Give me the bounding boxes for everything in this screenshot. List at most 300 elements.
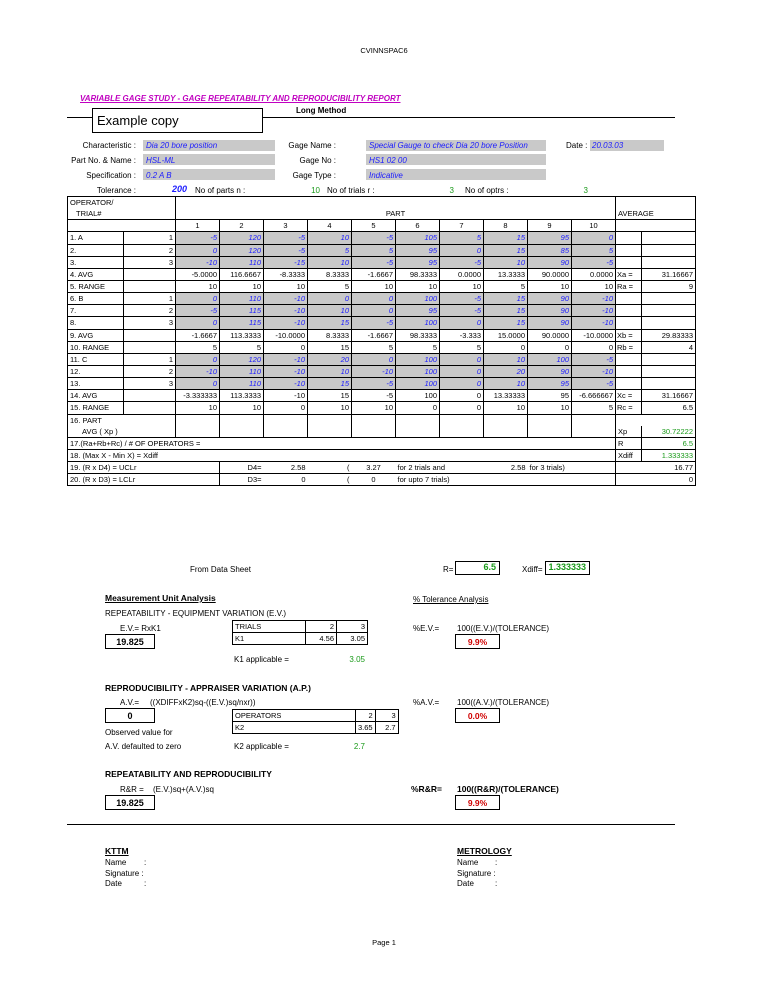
row-value: -10 xyxy=(264,353,308,365)
row-label: 4. AVG xyxy=(68,268,124,280)
row-value: 5 xyxy=(572,244,616,256)
table-row xyxy=(68,317,696,329)
row-value: 5 xyxy=(308,280,352,292)
summary-row xyxy=(68,462,696,474)
row-value: -1.6667 xyxy=(352,329,396,341)
row-avg-label xyxy=(616,232,642,244)
sign-right-date: Date xyxy=(457,879,474,888)
row-value: 0 xyxy=(396,402,440,414)
part-col-4: 4 xyxy=(308,220,352,232)
row-label: 8. xyxy=(68,317,124,329)
row-value: -10 xyxy=(264,378,308,390)
nparts-value: 10 xyxy=(311,186,320,195)
table-row xyxy=(68,329,696,341)
xp-label: Xp xyxy=(616,426,642,438)
av-value: 0 xyxy=(105,708,155,723)
row-value: 100 xyxy=(396,378,440,390)
row-value: -10 xyxy=(572,365,616,377)
r-label: R xyxy=(616,437,642,449)
row-value: 120 xyxy=(220,232,264,244)
row-value: 5 xyxy=(440,341,484,353)
grid-header-row xyxy=(68,208,696,220)
trial-label: TRIAL# xyxy=(68,208,176,220)
sign-left-date: Date xyxy=(105,879,122,888)
part-avg-cell xyxy=(440,426,484,438)
part-avg-row xyxy=(68,426,696,438)
spec-value: 0.2 A B xyxy=(146,171,172,180)
row-value: 15 xyxy=(308,317,352,329)
table-row xyxy=(68,390,696,402)
row-value: 95 xyxy=(528,232,572,244)
row-value: 10 xyxy=(308,402,352,414)
row-value: -5 xyxy=(352,232,396,244)
row-value: 110 xyxy=(220,378,264,390)
row-value: 110 xyxy=(220,365,264,377)
row-value: -10.0000 xyxy=(572,329,616,341)
row-trial xyxy=(124,390,176,402)
part-avg-cell xyxy=(176,426,220,438)
row-value: 0 xyxy=(484,341,528,353)
row-avg-label: Ra = xyxy=(616,280,642,292)
row-value: 10 xyxy=(176,402,220,414)
part-avg-cell xyxy=(176,414,220,426)
part-avg-cell xyxy=(572,426,616,438)
k2-2: 3.65 xyxy=(356,722,376,734)
row-value: -5 xyxy=(440,293,484,305)
row-value: -10 xyxy=(572,317,616,329)
row-value: 100 xyxy=(396,365,440,377)
row-avg-value: 31.16667 xyxy=(642,268,696,280)
row-value: 90 xyxy=(528,256,572,268)
row-value: 105 xyxy=(396,232,440,244)
row-avg-label xyxy=(616,317,642,329)
d3-paren: ( xyxy=(308,474,352,486)
report-title: VARIABLE GAGE STUDY - GAGE REPEATABILITY AND REPRODUCIBILITY REPORT xyxy=(80,94,401,103)
summary-row xyxy=(68,437,696,449)
summary-row xyxy=(68,449,696,461)
row-label: 7. xyxy=(68,305,124,317)
row-value: 15 xyxy=(484,232,528,244)
row-value: 5 xyxy=(484,280,528,292)
trials-3: 3 xyxy=(337,621,368,633)
example-copy-box: Example copy xyxy=(92,108,263,133)
row-value: 10 xyxy=(528,280,572,292)
prr-formula: 100((R&R)/(TOLERANCE) xyxy=(457,784,559,794)
row-avg-label xyxy=(616,244,642,256)
row-value: 15 xyxy=(484,293,528,305)
sign-left-name: Name xyxy=(105,858,127,867)
row-value: 10 xyxy=(220,402,264,414)
row-value: 0 xyxy=(176,317,220,329)
grid-colnum-row xyxy=(68,220,696,232)
average-label: AVERAGE xyxy=(616,208,696,220)
table-row xyxy=(68,365,696,377)
row-value: -5 xyxy=(572,353,616,365)
operators-label: OPERATORS xyxy=(233,710,356,722)
sign-left-name-colon: : xyxy=(144,858,147,867)
row-value: 15 xyxy=(484,244,528,256)
table-row xyxy=(68,244,696,256)
row-value: 90.0000 xyxy=(528,268,572,280)
k1-app-value: 3.05 xyxy=(349,655,365,664)
colnum-blank xyxy=(68,220,176,232)
row-value: -5.0000 xyxy=(176,268,220,280)
row-value: 100 xyxy=(528,353,572,365)
part-col-9: 9 xyxy=(528,220,572,232)
row-label: 12. xyxy=(68,365,124,377)
row-value: 120 xyxy=(220,244,264,256)
characteristic-value: Dia 20 bore position xyxy=(146,141,218,150)
characteristic-label: Characteristic : xyxy=(82,141,136,150)
uclr-value: 16.77 xyxy=(616,462,696,474)
rr-label: R&R = xyxy=(120,785,144,794)
k2-app-value: 2.7 xyxy=(353,742,365,751)
row-value: -5 xyxy=(440,305,484,317)
row-avg-value xyxy=(642,317,696,329)
row-label: 1. A xyxy=(68,232,124,244)
part-avg-label: 16. PART xyxy=(68,414,176,426)
row-value: 10 xyxy=(308,305,352,317)
row-value: -10 xyxy=(572,305,616,317)
row-value: 0 xyxy=(352,305,396,317)
gagename-value: Special Gauge to check Dia 20 bore Position xyxy=(369,141,528,150)
row-avg-value xyxy=(642,293,696,305)
row-value: 0 xyxy=(176,378,220,390)
pav-formula: 100((A.V.)/(TOLERANCE) xyxy=(457,698,550,707)
repro-title: REPRODUCIBILITY - APPRAISER VARIATION (A.P.) xyxy=(105,683,311,693)
row-label: 5. RANGE xyxy=(68,280,124,292)
row-value: 8.3333 xyxy=(308,268,352,280)
row-value: 0 xyxy=(572,232,616,244)
row-value: 0 xyxy=(440,378,484,390)
row-value: 100 xyxy=(396,353,440,365)
row-value: 0 xyxy=(264,402,308,414)
part-col-5: 5 xyxy=(352,220,396,232)
row-value: 95 xyxy=(396,256,440,268)
table-row xyxy=(68,341,696,353)
tolerance-value: 200 xyxy=(172,184,188,194)
row-value: 120 xyxy=(220,353,264,365)
spec-label: Specification : xyxy=(86,171,136,180)
row-value: 10 xyxy=(176,280,220,292)
gageno-value: HS1 02 00 xyxy=(369,156,407,165)
row-value: -3.333 xyxy=(440,329,484,341)
d4-2: 3.27 xyxy=(352,462,396,474)
prr-label: %R&R= xyxy=(411,784,442,794)
row-value: -10 xyxy=(264,305,308,317)
row-label: 15. RANGE xyxy=(68,402,124,414)
row-avg-label xyxy=(616,256,642,268)
rep-ev-title: REPEATABILITY - EQUIPMENT VARIATION (E.V.) xyxy=(105,609,287,618)
gagetype-value: Indicative xyxy=(369,171,403,180)
row-trial: 2 xyxy=(124,244,176,256)
row-trial xyxy=(124,402,176,414)
pav-value: 0.0% xyxy=(455,708,500,723)
operators-3: 3 xyxy=(375,710,398,722)
row-value: -5 xyxy=(572,256,616,268)
row-value: 98.3333 xyxy=(396,329,440,341)
rr-title: REPEATABILITY AND REPRODUCIBILITY xyxy=(105,769,272,779)
part-avg-cell xyxy=(572,414,616,426)
row-avg-value xyxy=(642,244,696,256)
sum-xdiff-label: Xdiff= xyxy=(522,565,543,574)
row-value: 100 xyxy=(396,317,440,329)
d4-3: 2.58 xyxy=(484,462,528,474)
row-value: 10 xyxy=(572,280,616,292)
row-trial: 3 xyxy=(124,378,176,390)
part-col-10: 10 xyxy=(572,220,616,232)
row-value: 113.3333 xyxy=(220,329,264,341)
row-value: -10 xyxy=(264,365,308,377)
ntrials-label: No of trials r : xyxy=(327,186,375,195)
k1-2: 4.56 xyxy=(306,633,337,645)
r-value: 6.5 xyxy=(642,437,696,449)
row-value: 10 xyxy=(308,365,352,377)
row-value: 0.0000 xyxy=(572,268,616,280)
part-avg-cell xyxy=(308,414,352,426)
row-value: -10 xyxy=(264,390,308,402)
row-avg-value: 6.5 xyxy=(642,402,696,414)
row-value: 90.0000 xyxy=(528,329,572,341)
defaulted-label: A.V. defaulted to zero xyxy=(105,742,182,751)
pev-value: 9.9% xyxy=(455,634,500,649)
row-label: 9. AVG xyxy=(68,329,124,341)
mua-title: Measurement Unit Analysis xyxy=(105,593,216,603)
row-value: 10 xyxy=(352,280,396,292)
row-label: 13. xyxy=(68,378,124,390)
row-avg-value: 9 xyxy=(642,280,696,292)
d3-2: 0 xyxy=(352,474,396,486)
row-avg-value: 29.83333 xyxy=(642,329,696,341)
k1-3: 3.05 xyxy=(337,633,368,645)
sign-right-title: METROLOGY xyxy=(457,846,512,856)
row-avg-value xyxy=(642,378,696,390)
sign-right-date-colon: : xyxy=(495,879,498,888)
k1-table xyxy=(232,620,368,645)
part-avg-cell xyxy=(264,426,308,438)
row-value: 113.3333 xyxy=(220,390,264,402)
grid-header-row xyxy=(68,197,696,209)
xdiff-value: 1.333333 xyxy=(642,449,696,461)
xdiff-label: Xdiff xyxy=(616,449,642,461)
row-trial xyxy=(124,341,176,353)
row-value: 15 xyxy=(484,305,528,317)
row-value: 0 xyxy=(308,293,352,305)
row-value: -5 xyxy=(572,378,616,390)
row-value: 0 xyxy=(572,341,616,353)
table-row xyxy=(68,353,696,365)
study-grid xyxy=(67,196,696,486)
row-label: 11. C xyxy=(68,353,124,365)
row-value: 20 xyxy=(308,353,352,365)
av-label: A.V.= xyxy=(120,698,140,707)
row-value: -8.3333 xyxy=(264,268,308,280)
row-value: 90 xyxy=(528,305,572,317)
row-value: 0 xyxy=(440,353,484,365)
row-value: 0 xyxy=(176,244,220,256)
header-blank xyxy=(176,197,616,209)
sign-left-title: KTTM xyxy=(105,846,129,856)
sign-right-signature: Signature : xyxy=(457,869,496,878)
row-label: 10. RANGE xyxy=(68,341,124,353)
row-value: 100 xyxy=(396,293,440,305)
table-row xyxy=(68,232,696,244)
row-value: -10 xyxy=(264,293,308,305)
part-avg-cell xyxy=(396,426,440,438)
d4-value: 2.58 xyxy=(264,462,308,474)
k2-table xyxy=(232,709,399,734)
row-trial: 3 xyxy=(124,317,176,329)
row19-label: 19. (R x D4) = UCLr xyxy=(68,462,220,474)
row-value: 10 xyxy=(396,280,440,292)
row-value: -5 xyxy=(264,244,308,256)
partno-value: HSL-ML xyxy=(146,156,176,165)
part-avg-cell xyxy=(528,426,572,438)
row-value: -10 xyxy=(572,293,616,305)
row20-label: 20. (R x D3) = LCLr xyxy=(68,474,220,486)
row-trial xyxy=(124,280,176,292)
row-value: 5 xyxy=(396,341,440,353)
k1-label: K1 xyxy=(233,633,306,645)
row-value: -5 xyxy=(352,390,396,402)
part-avg-label2: AVG ( Xp ) xyxy=(68,426,176,438)
row-value: 8.3333 xyxy=(308,329,352,341)
row-value: 0 xyxy=(352,293,396,305)
sign-right-name: Name xyxy=(457,858,479,867)
summary-row xyxy=(68,474,696,486)
row-value: -10.0000 xyxy=(264,329,308,341)
row-avg-value: 4 xyxy=(642,341,696,353)
row-value: 98.3333 xyxy=(396,268,440,280)
row-value: 15 xyxy=(308,390,352,402)
gagetype-label: Gage Type : xyxy=(292,171,336,180)
row-value: 0 xyxy=(440,390,484,402)
pev-formula: 100((E.V.)/(TOLERANCE) xyxy=(457,624,550,633)
operators-2: 2 xyxy=(356,710,376,722)
av-formula: ((XDIFFxK2)sq-((E.V.)sq/nxr)) xyxy=(150,698,256,707)
row-value: 90 xyxy=(528,293,572,305)
k1-app-label: K1 applicable = xyxy=(234,655,289,664)
row-value: 10 xyxy=(484,256,528,268)
part-avg-cell xyxy=(220,414,264,426)
row-value: 110 xyxy=(220,293,264,305)
row-value: 110 xyxy=(220,256,264,268)
row-value: 95 xyxy=(528,390,572,402)
for3-label: for 3 trials) xyxy=(528,462,616,474)
row-avg-label xyxy=(616,305,642,317)
row-avg-label: Xb = xyxy=(616,329,642,341)
row-avg-label xyxy=(616,365,642,377)
operator-label: OPERATOR/ xyxy=(68,197,176,209)
d3-label: D3= xyxy=(220,474,264,486)
part-avg-cell xyxy=(308,426,352,438)
row-avg-label: Xc = xyxy=(616,390,642,402)
k2-label: K2 xyxy=(233,722,356,734)
part-avg-cell xyxy=(396,414,440,426)
row-avg-value: 31.16667 xyxy=(642,390,696,402)
row-value: 115 xyxy=(220,305,264,317)
date-label: Date : xyxy=(566,141,588,150)
d4-label: D4= xyxy=(220,462,264,474)
part-col-3: 3 xyxy=(264,220,308,232)
table-row xyxy=(68,256,696,268)
part-label: PART xyxy=(176,208,616,220)
row-value: -6.666667 xyxy=(572,390,616,402)
lclr-value: 0 xyxy=(616,474,696,486)
row-label: 6. B xyxy=(68,293,124,305)
row-trial xyxy=(124,268,176,280)
doc-header: CVINNSPAC6 xyxy=(360,46,408,55)
row-value: 0 xyxy=(264,341,308,353)
row-value: 90 xyxy=(528,317,572,329)
row-value: -3.333333 xyxy=(176,390,220,402)
table-row xyxy=(68,293,696,305)
row-value: 20 xyxy=(484,365,528,377)
row-trial: 1 xyxy=(124,353,176,365)
row-avg-value xyxy=(642,305,696,317)
row-value: 5 xyxy=(572,402,616,414)
part-col-8: 8 xyxy=(484,220,528,232)
rr-value: 19.825 xyxy=(105,795,155,810)
ev-value: 19.825 xyxy=(105,634,155,649)
row-value: 95 xyxy=(528,378,572,390)
row-value: 0 xyxy=(440,402,484,414)
row-value: 5 xyxy=(308,244,352,256)
noptrs-label: No of optrs : xyxy=(465,186,509,195)
part-avg-cell xyxy=(440,414,484,426)
row-value: 15.0000 xyxy=(484,329,528,341)
tolerance-label: Tolerance : xyxy=(96,186,136,195)
sum-xdiff-value: 1.333333 xyxy=(545,561,590,575)
row-value: 5 xyxy=(440,232,484,244)
title-rule-left xyxy=(67,117,92,118)
row-value: 10 xyxy=(440,280,484,292)
row-value: -1.6667 xyxy=(352,268,396,280)
row-value: 10 xyxy=(220,280,264,292)
row-avg-label: Xa = xyxy=(616,268,642,280)
colnum-avg-blank xyxy=(616,220,696,232)
prr-value: 9.9% xyxy=(455,795,500,810)
row-value: 5 xyxy=(176,341,220,353)
row-value: 13.33333 xyxy=(484,390,528,402)
row-value: 10 xyxy=(484,378,528,390)
xp-value: 30.72222 xyxy=(642,426,696,438)
row-value: 95 xyxy=(396,244,440,256)
row18-label: 18. (Max X - Min X) = Xdiff xyxy=(68,449,616,461)
row-avg-value xyxy=(642,256,696,268)
k2-app-label: K2 applicable = xyxy=(234,742,289,751)
row-value: 15 xyxy=(308,341,352,353)
row-value: 116.6667 xyxy=(220,268,264,280)
row-avg-label: Rb = xyxy=(616,341,642,353)
part-col-7: 7 xyxy=(440,220,484,232)
row-trial: 2 xyxy=(124,365,176,377)
row-value: 115 xyxy=(220,317,264,329)
from-data-sheet: From Data Sheet xyxy=(190,565,251,574)
part-col-2: 2 xyxy=(220,220,264,232)
pav-label: %A.V.= xyxy=(413,698,440,707)
row-value: 10 xyxy=(484,353,528,365)
row-value: -10 xyxy=(176,365,220,377)
part-avg-cell xyxy=(264,414,308,426)
d3-value: 0 xyxy=(264,474,308,486)
part-col-1: 1 xyxy=(176,220,220,232)
row-value: 10 xyxy=(308,256,352,268)
row-value: -5 xyxy=(176,305,220,317)
page-number: Page 1 xyxy=(372,938,396,947)
row-value: -10 xyxy=(176,256,220,268)
row-value: -15 xyxy=(264,256,308,268)
